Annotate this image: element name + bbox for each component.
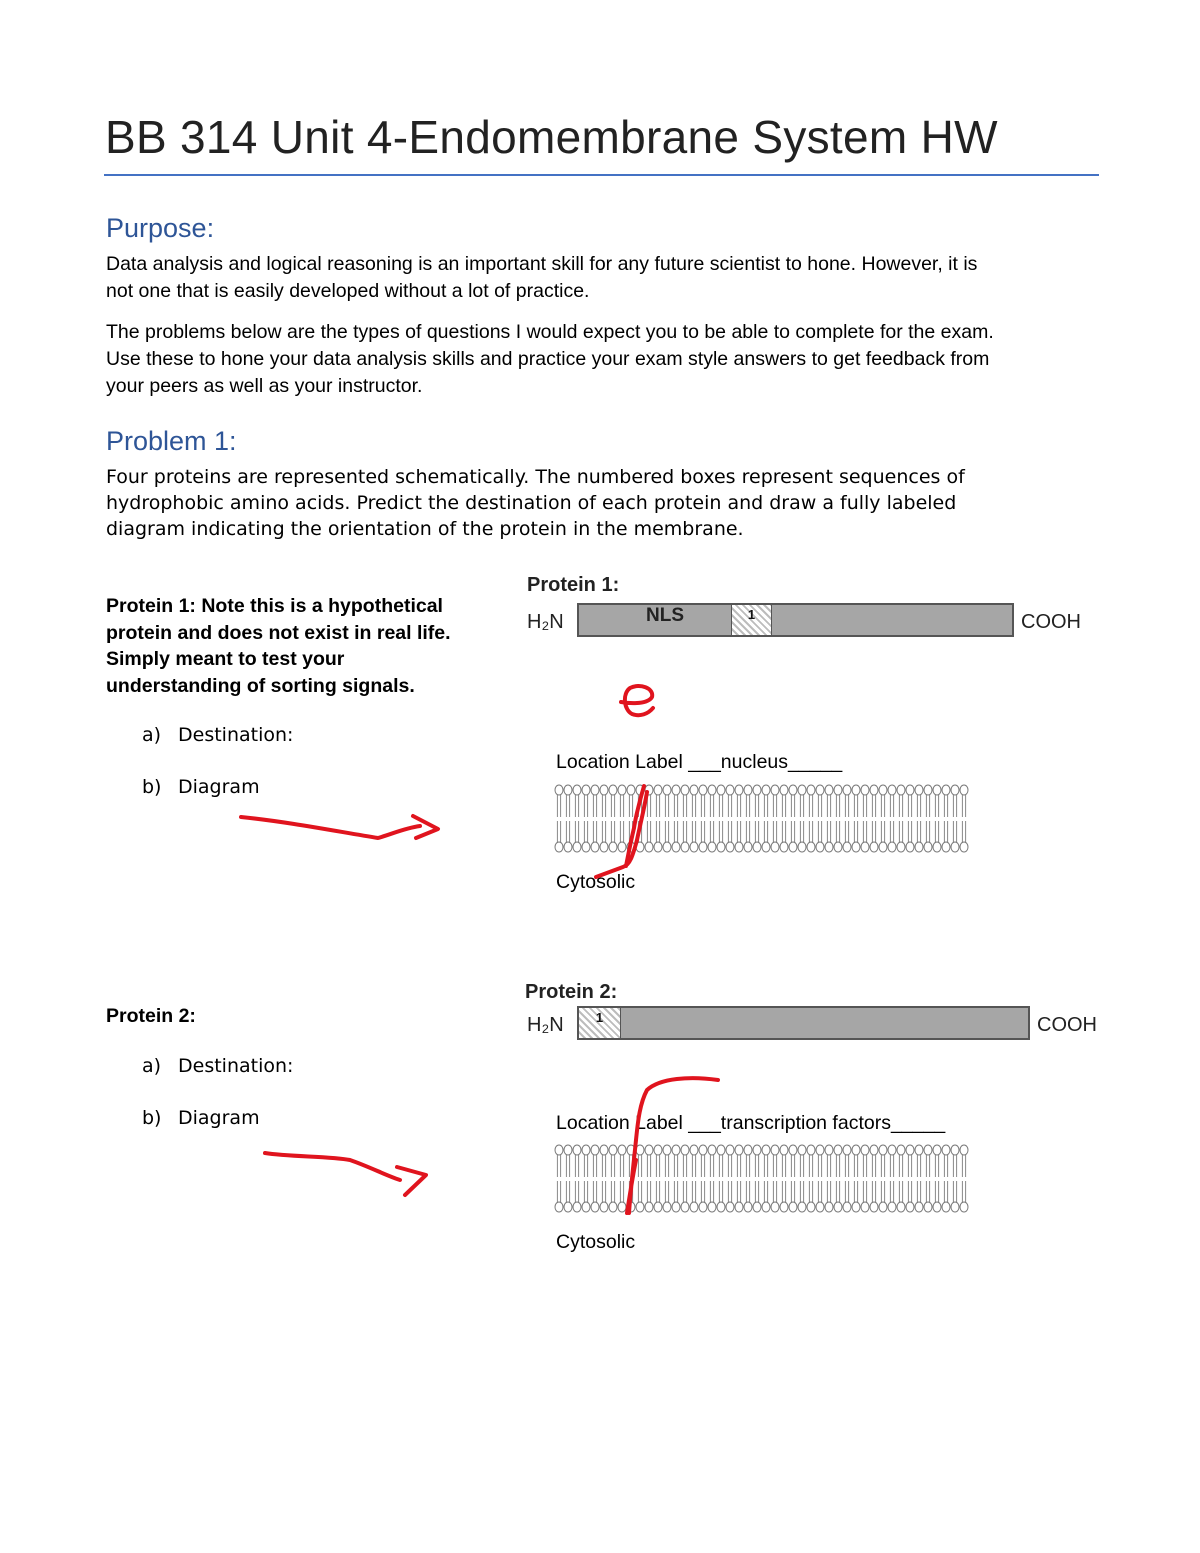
protein1-figure-title: Protein 1:: [527, 574, 620, 596]
protein2-box1-label: 1: [595, 1010, 604, 1025]
protein2-b-label: b): [142, 1107, 162, 1129]
protein2-n-terminus: H₂N: [527, 1014, 564, 1036]
protein2-cytosolic-label: Cytosolic: [556, 1231, 636, 1253]
protein1-a-text: Destination:: [178, 724, 294, 746]
problem1-line1: Four proteins are represented schematically. The numbered boxes represent sequences of: [106, 466, 965, 488]
page-title: BB 314 Unit 4-Endomembrane System HW: [105, 111, 998, 163]
purpose-heading: Purpose:: [106, 213, 215, 243]
annotation-e-mark: [621, 686, 653, 715]
protein1-c-terminus: COOH: [1021, 611, 1081, 633]
protein1-box1-label: 1: [747, 607, 756, 622]
purpose-p2-line2: Use these to hone your data analysis skills and practice your exam style answers to get feedback from: [106, 348, 990, 370]
protein1-n-terminus: H₂N: [527, 611, 564, 633]
protein2-description: Protein 2:: [106, 1005, 196, 1027]
protein1-b-text: Diagram: [178, 776, 260, 798]
problem1-line2: hydrophobic amino acids. Predict the destination of each protein and draw a fully labeled: [106, 492, 957, 514]
protein2-location-label: Location Label ___transcription factors_____: [556, 1112, 946, 1134]
purpose-p1-line2: not one that is easily developed without a lot of practice.: [106, 280, 590, 302]
protein1-cytosolic-label: Cytosolic: [556, 871, 636, 893]
protein1-desc-line3: Simply meant to test your: [106, 648, 345, 670]
annotation-line-1: [596, 786, 647, 877]
protein1-location-label: Location Label ___nucleus_____: [556, 751, 843, 773]
annotation-arrow-1: [241, 816, 438, 838]
protein2-c-terminus: COOH: [1037, 1014, 1097, 1036]
protein1-b-label: b): [142, 776, 162, 798]
protein1-desc-line2: protein and does not exist in real life.: [106, 621, 451, 644]
protein2-a-text: Destination:: [178, 1055, 294, 1077]
purpose-p2-line3: your peers as well as your instructor.: [106, 375, 423, 397]
problem1-heading: Problem 1:: [106, 426, 237, 456]
problem1-line3: diagram indicating the orientation of the protein in the membrane.: [106, 518, 744, 540]
protein2-a-label: a): [142, 1055, 162, 1077]
protein1-desc-line1: Protein 1: Note this is a hypothetical: [106, 595, 443, 617]
protein1-desc-line4: understanding of sorting signals.: [106, 674, 415, 697]
protein1-nls-label: NLS: [646, 605, 684, 626]
purpose-p1-line1: Data analysis and logical reasoning is an important skill for any future scientist to hone. However, it is: [106, 253, 978, 275]
protein2-b-text: Diagram: [178, 1107, 260, 1129]
purpose-p2-line1: The problems below are the types of questions I would expect you to be able to complete for the exam.: [106, 321, 994, 343]
annotation-arrow-2: [265, 1153, 426, 1195]
annotation-line-2: [627, 1078, 718, 1213]
protein1-a-label: a): [142, 724, 162, 746]
protein2-figure-title: Protein 2:: [525, 981, 618, 1003]
